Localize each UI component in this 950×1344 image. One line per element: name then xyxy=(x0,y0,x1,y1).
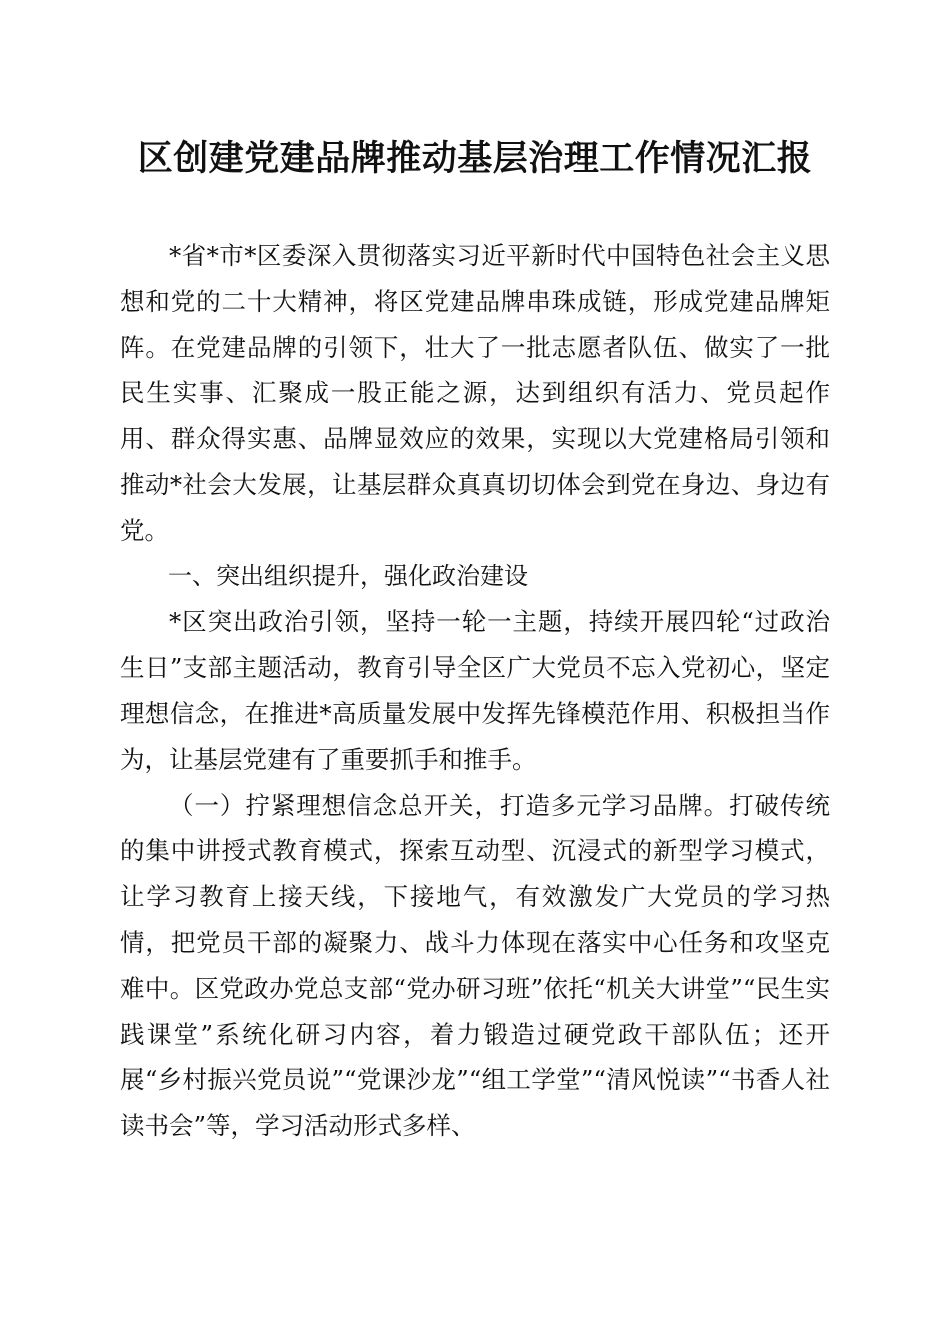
document-body xyxy=(120,233,830,1149)
section-paragraph: *区突出政治引领，坚持一轮一主题，持续开展四轮“过政治生日”支部主题活动，教育引导全区广大党员不忘入党初心，坚定理想信念，在推进*高质量发展中发挥先锋模范作用、积极担当作为，让基层党建有了重要抓手和推手。 xyxy=(120,607,830,774)
section-heading: 一、突出组织提升，强化政治建设 xyxy=(168,561,528,590)
document-page xyxy=(120,0,830,1344)
intro-paragraph: *省*市*区委深入贯彻落实习近平新时代中国特色社会主义思想和党的二十大精神，将区党建品牌串珠成链，形成党建品牌矩阵。在党建品牌的引领下，壮大了一批志愿者队伍、做实了一批民生实事、汇聚成一股正能之源，达到组织有活力、党员起作用、群众得实惠、品牌显效应的效果，实现以大党建格局引领和推动*社会大发展，让基层群众真真切切体会到党在身边、身边有党。 xyxy=(120,241,830,545)
subsection-paragraph: （一）拧紧理想信念总开关，打造多元学习品牌。打破传统的集中讲授式教育模式，探索互动型、沉浸式的新型学习模式，让学习教育上接天线，下接地气，有效激发广大党员的学习热情，把党员干部的凝聚力、战斗力体现在落实中心任务和攻坚克难中。区党政办党总支部“党办研习班”依托“机关大讲堂”“民生实践课堂”系统化研习内容，着力锻造过硬党政干部队伍；还开展“乡村振兴党员说”“党课沙龙”“组工学堂”“清风悦读”“书香人社读书会”等，学习活动形式多样、 xyxy=(120,790,830,1141)
document-title: 区创建党建品牌推动基层治理工作情况汇报 xyxy=(137,138,813,179)
